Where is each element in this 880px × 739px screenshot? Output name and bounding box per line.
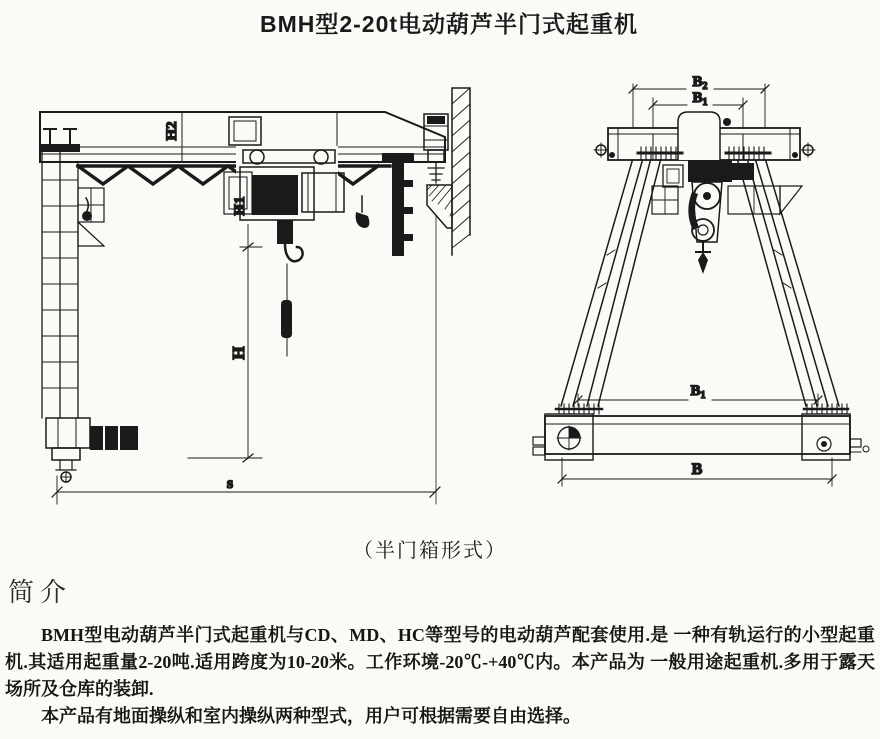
end-view-drawing	[533, 74, 869, 486]
hoist-and-hook	[663, 160, 754, 274]
dim-label-B1-bottom: $B_1$	[690, 383, 706, 401]
intro-paragraph-1: BMH型电动葫芦半门式起重机与CD、MD、HC等型号的电动葫芦配套使用.是 一种有轨运行的小型起重机.其适用起重量2-20吨.适用跨度为10-20米。工作环境-20℃-+40℃内。本产品为 一般用途起重机.多用于露天场所及仓库的装卸.	[5, 625, 875, 699]
truss-zigzag	[78, 166, 390, 184]
dim-label-B1-top: $B_1$	[692, 90, 708, 108]
hook-block	[277, 220, 293, 244]
leg-platforms	[652, 186, 802, 214]
dim-label-B2: $B_2$	[692, 74, 708, 92]
section-heading: 简介	[8, 578, 73, 607]
side-view-drawing	[40, 88, 470, 504]
girder-end	[594, 112, 815, 160]
gantry-leg	[40, 129, 104, 418]
leg-travel-drive	[46, 418, 138, 482]
figure-caption: （半门箱形式）	[353, 540, 507, 562]
dim-label-H2: H2	[164, 121, 180, 141]
conductor-bracket	[382, 153, 414, 256]
hook-tip-icon	[698, 252, 708, 274]
dim-label-H1: H1	[232, 196, 248, 216]
dim-label-s: s	[226, 475, 234, 492]
intro-paragraph-2: 本产品有地面操纵和室内操纵两种型式，用户可根据需要自由选择。	[41, 706, 581, 726]
building-wall	[452, 88, 470, 255]
dim-label-B: B	[691, 461, 703, 478]
span-dimension	[52, 476, 440, 504]
intro-text	[5, 622, 875, 730]
page-title: BMH型2-20t电动葫芦半门式起重机	[259, 11, 639, 37]
dim-label-H: H	[229, 346, 248, 360]
wall-corbel	[427, 185, 452, 228]
hook-icon	[285, 244, 303, 261]
end-carriage	[533, 404, 869, 460]
